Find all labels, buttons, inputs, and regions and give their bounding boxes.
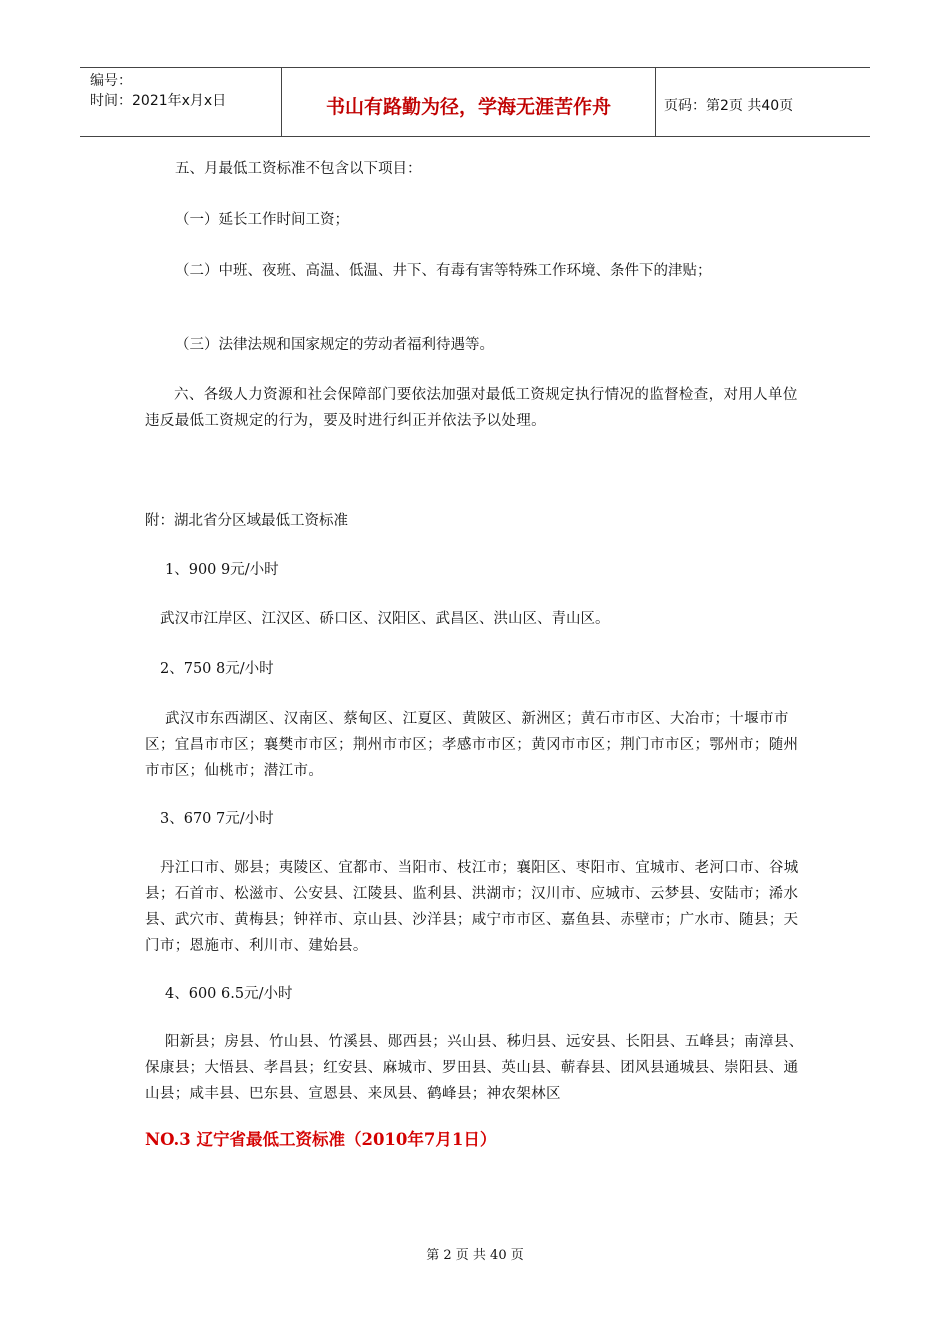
item-five-two: （二）中班、夜班、高温、低温、井下、有毒有害等特殊工作环境、条件下的津贴； <box>175 263 712 279</box>
header-motto: 书山有路勤为径，学海无涯苦作舟 <box>282 68 656 136</box>
time-label: 时间：2021年x月x日 <box>90 93 227 109</box>
page-footer: 第 2 页 共 40 页 <box>426 1248 524 1263</box>
tier-two-areas: 武汉市东西湖区、汉南区、蔡甸区、江夏区、黄陂区、新洲区；黄石市市区、大冶市；十堰市市区；宜昌市市区；襄樊市市区；荆州市市区；孝感市市区；黄冈市市区；荆门市市区；鄂州市；随州市市区；仙桃市；潜江市。 <box>145 711 799 779</box>
section-heading: NO.3 辽宁省最低工资标准（2010年7月1日） <box>145 1130 497 1149</box>
tier-three-title: 3、670 7元/小时 <box>160 811 274 827</box>
paragraph-six: 六、各级人力资源和社会保障部门要依法加强对最低工资规定执行情况的监督检查，对用人单位违反最低工资规定的行为，要及时进行纠正并依法予以处理。 <box>145 387 798 429</box>
tier-three-areas: 丹江口市、郧县；夷陵区、宜都市、当阳市、枝江市；襄阳区、枣阳市、宜城市、老河口市、谷城县；石首市、松滋市、公安县、江陵县、监利县、洪湖市；汉川市、应城市、云梦县、安陆市；浠水县、武穴市、黄梅县；钟祥市、京山县、沙洋县；咸宁市市区、嘉鱼县、赤壁市；广水市、随县；天门市；恩施市、利川市、建始县。 <box>145 860 799 954</box>
item-five-one: （一）延长工作时间工资； <box>175 212 349 228</box>
header-meta-cell <box>80 68 282 136</box>
tier-one-title: 1、900 9元/小时 <box>165 562 279 578</box>
tier-one-areas: 武汉市江岸区、江汉区、硚口区、汉阳区、武昌区、洪山区、青山区。 <box>160 611 610 627</box>
number-label: 编号： <box>90 73 132 89</box>
tier-two-title: 2、750 8元/小时 <box>160 661 274 677</box>
page-header <box>80 67 870 137</box>
header-page-info: 页码：第2页 共40页 <box>664 98 794 114</box>
tier-four-areas: 阳新县；房县、竹山县、竹溪县、郧西县；兴山县、秭归县、远安县、长阳县、五峰县；南漳县、保康县；大悟县、孝昌县；红安县、麻城市、罗田县、英山县、蕲春县、团风县通城县、崇阳县、通山县；咸丰县、巴东县、宣恩县、来凤县、鹤峰县；神农架林区 <box>145 1034 804 1102</box>
tier-four-title: 4、600 6.5元/小时 <box>165 986 293 1002</box>
appendix-title: 附：湖北省分区域最低工资标准 <box>145 513 348 529</box>
paragraph-five: 五、月最低工资标准不包含以下项目： <box>175 161 422 177</box>
item-five-three: （三）法律法规和国家规定的劳动者福利待遇等。 <box>175 337 494 353</box>
